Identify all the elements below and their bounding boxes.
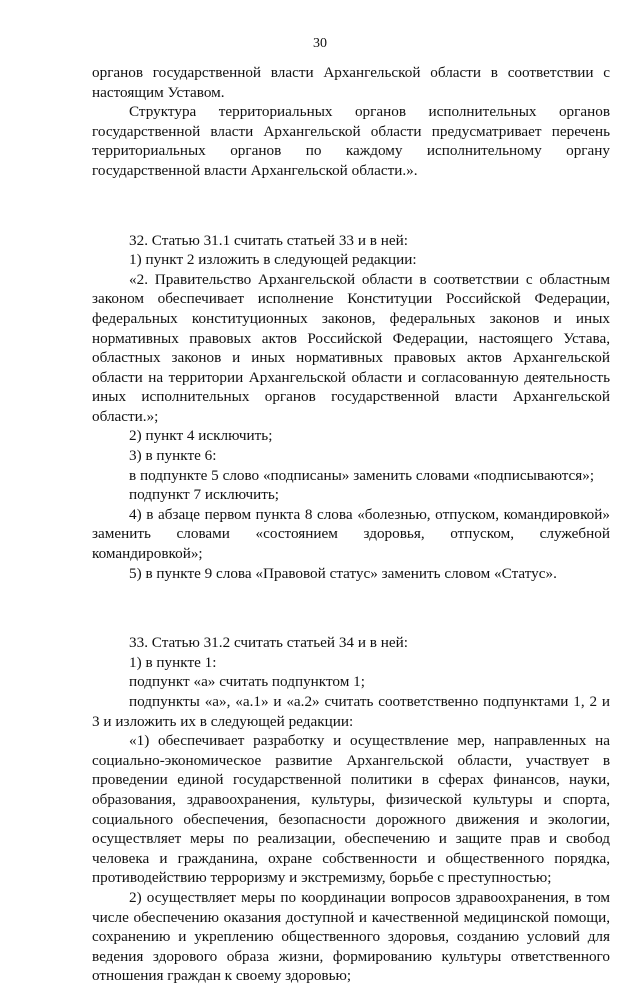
- paragraph: «2. Правительство Архангельской области в соответствии с областным законом обеспечивает исполнение Конституции Российской Федерации, федеральных конституционных законов, федеральных законов и иных нормативных правовых актов Российской Федерации, настоящего Устава, областных законов и иных нормативных правовых актов Архангельской области на территории Архангельской области и согласованную деятельность иных исполнительных органов государственной власти Архангельской области.»;: [92, 270, 610, 425]
- paragraph: органов государственной власти Архангельской области в соответствии с настоящим Уставом.: [92, 64, 610, 101]
- paragraph-spacer: [92, 196, 610, 216]
- paragraph: 1) пункт 2 изложить в следующей редакции:: [129, 251, 417, 269]
- paragraph: 5) в пункте 9 слова «Правовой статус» заменить словом «Статус».: [129, 564, 557, 582]
- page-number: 30: [313, 36, 327, 51]
- document-body: [92, 63, 610, 986]
- paragraph: 4) в абзаце первом пункта 8 слова «болезнью, отпуском, командировкой» заменить словами «состоянием здоровья, отпуском, служебной командировкой»;: [92, 505, 610, 563]
- paragraph: 2) осуществляет меры по координации вопросов здравоохранения, в том числе обеспечению оказания доступной и качественной медицинской помощи, сохранению и укреплению общественного здоровья, созданию условий для ведения здорового образа жизни, формированию культуры ответственного отношения граждан к своему здоровью;: [92, 888, 610, 985]
- paragraph: 32. Статью 31.1 считать статьей 33 и в ней:: [129, 231, 408, 249]
- paragraph: подпункт «а» считать подпунктом 1;: [129, 673, 365, 691]
- paragraph: подпункты «а», «а.1» и «а.2» считать соответственно подпунктами 1, 2 и 3 и изложить их в следующей редакции:: [92, 692, 610, 730]
- paragraph: 2) пункт 4 исключить;: [129, 427, 273, 445]
- paragraph: подпункт 7 исключить;: [129, 486, 280, 504]
- paragraph: Структура территориальных органов исполнительных органов государственной власти Архангельской области предусматривает перечень территориальных органов по каждому исполнительному органу государственной власти Архангельской области.».: [92, 103, 610, 179]
- paragraph-spacer: [92, 598, 610, 618]
- paragraph: 33. Статью 31.2 считать статьей 34 и в ней:: [129, 634, 408, 652]
- paragraph: 3) в пункте 6:: [129, 447, 217, 465]
- paragraph: 1) в пункте 1:: [129, 653, 217, 671]
- paragraph: в подпункте 5 слово «подписаны» заменить словами «подписываются»;: [129, 466, 595, 484]
- paragraph: «1) обеспечивает разработку и осуществление мер, направленных на социально-экономическое развитие Архангельской области, участвует в проведении единой государственной политики в сферах финансов, науки, образования, здравоохранения, культуры, физической культуры и спорта, социального обеспечения, безопасности дорожного движения и экологии, осуществляет меры по реализации, обеспечению и защите прав и свобод человека и гражданина, охране собственности и общественного порядка, противодействию терроризму и экстремизму, борьбе с преступностью;: [92, 732, 610, 887]
